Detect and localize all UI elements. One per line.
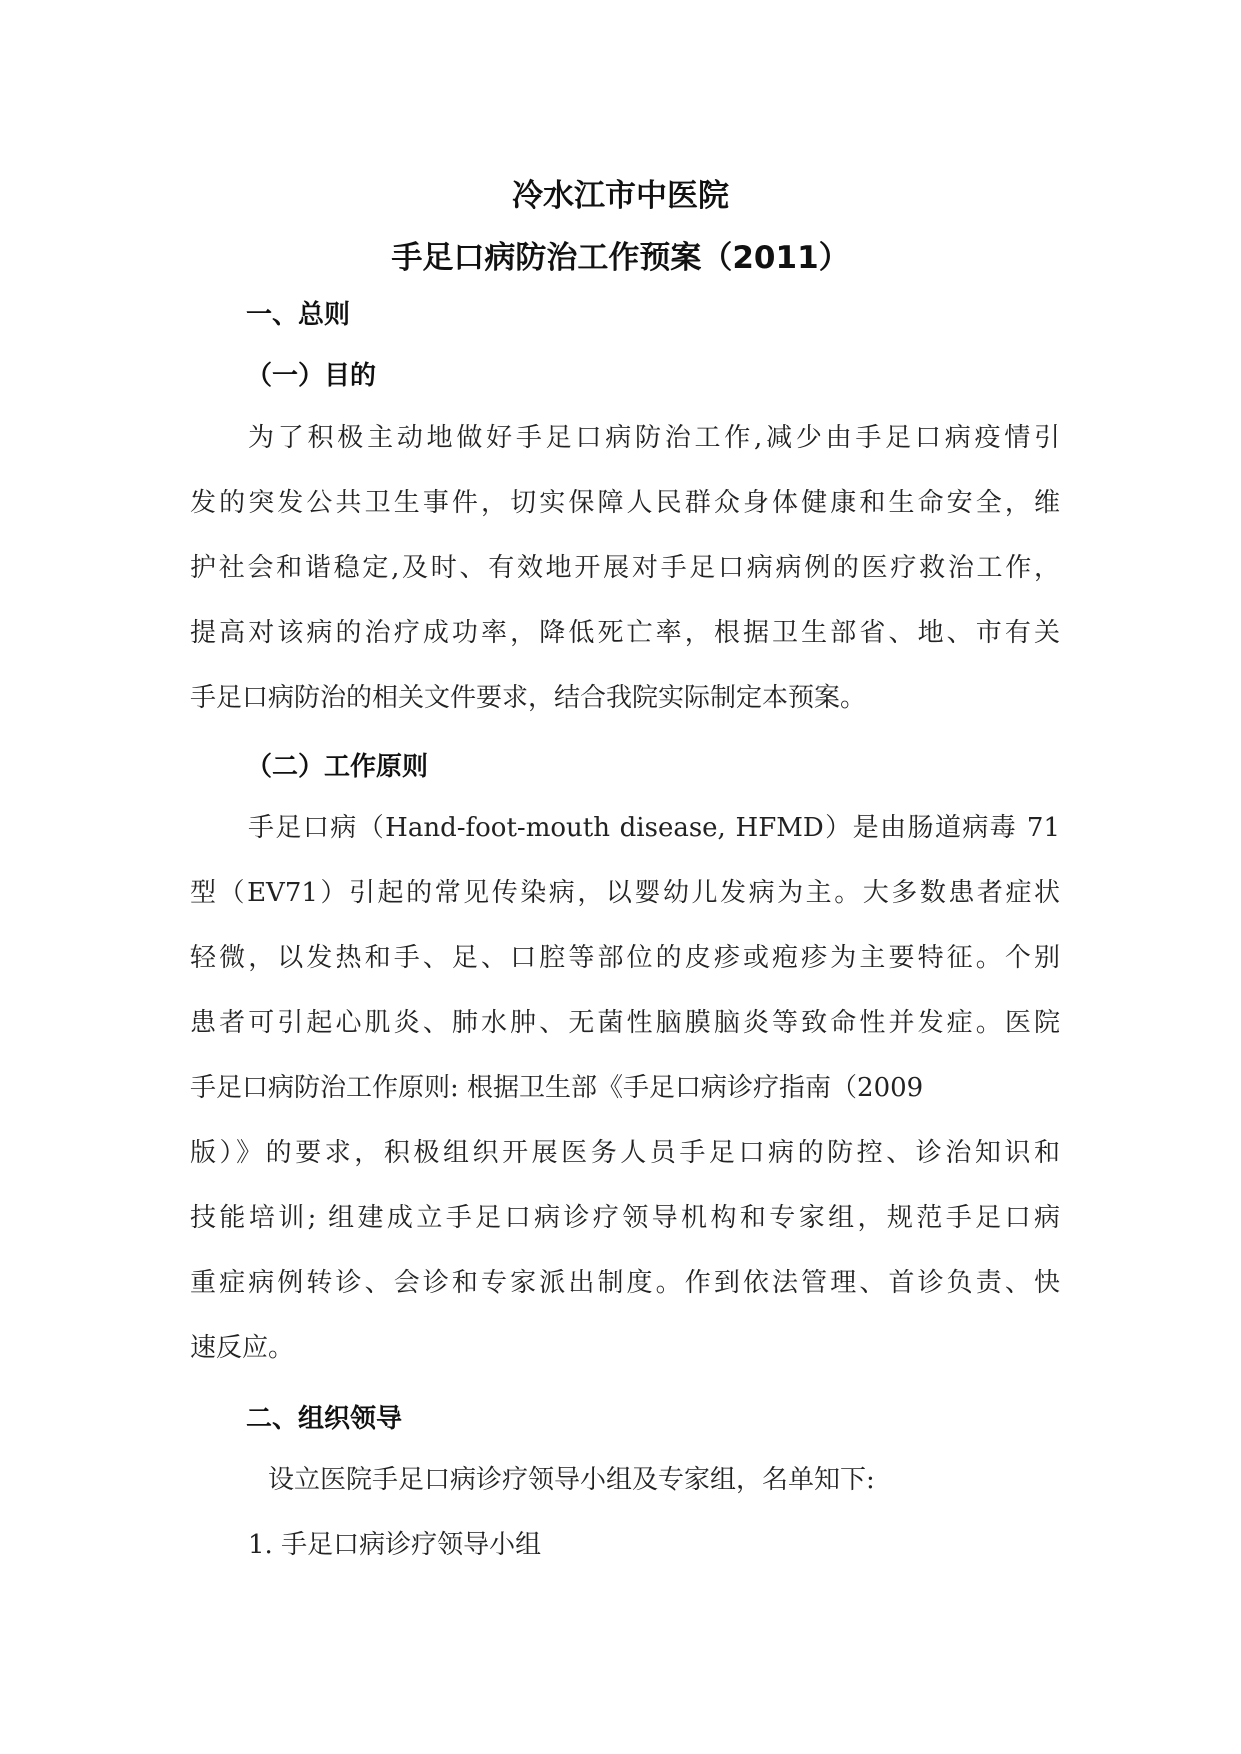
section-1-heading: 一、总则 xyxy=(246,300,351,330)
organization-intro: 设立医院手足口病诊疗领导小组及专家组，名单知下: xyxy=(268,1465,875,1495)
org-name: 冷水江市中医院 xyxy=(512,178,729,214)
paragraph-line: 为了积极主动地做好手足口病防治工作,减少由手足口病疫情引 xyxy=(248,423,1060,453)
paragraph-line: 型（EV71）引起的常见传染病，以婴幼儿发病为主。大多数患者症状 xyxy=(190,878,1060,908)
paragraph-line: 重症病例转诊、会诊和专家派出制度。作到依法管理、首诊负责、快 xyxy=(190,1268,1060,1298)
list-item-leadership-group: 1. 手足口病诊疗领导小组 xyxy=(248,1530,542,1560)
paragraph-line: 速反应。 xyxy=(190,1333,295,1363)
document-title: 手足口病防治工作预案（2011） xyxy=(391,240,850,276)
paragraph-line: 版）》的要求，积极组织开展医务人员手足口病的防控、诊治知识和 xyxy=(190,1138,1060,1168)
section-2-heading: 二、组织领导 xyxy=(246,1404,403,1434)
paragraph-line: 轻微，以发热和手、足、口腔等部位的皮疹或疱疹为主要特征。个别 xyxy=(190,943,1060,973)
paragraph-line: 手足口病防治工作原则: 根据卫生部《手足口病诊疗指南（2009 xyxy=(190,1073,924,1103)
paragraph-line: 手足口病防治的相关文件要求，结合我院实际制定本预案。 xyxy=(190,683,867,713)
paragraph-line: 患者可引起心肌炎、肺水肿、无菌性脑膜脑炎等致命性并发症。医院 xyxy=(190,1008,1060,1038)
paragraph-line: 发的突发公共卫生事件，切实保障人民群众身体健康和生命安全，维 xyxy=(190,488,1060,518)
section-1-2-heading: （二）工作原则 xyxy=(246,752,429,782)
paragraph-line: 护社会和谐稳定,及时、有效地开展对手足口病病例的医疗救治工作， xyxy=(190,553,1060,583)
paragraph-line: 手足口病（Hand-foot-mouth disease, HFMD）是由肠道病毒 71 xyxy=(248,813,1060,843)
paragraph-line: 技能培训; 组建成立手足口病诊疗领导机构和专家组，规范手足口病 xyxy=(190,1203,1060,1233)
section-1-1-heading: （一）目的 xyxy=(246,361,377,391)
paragraph-line: 提高对该病的治疗成功率，降低死亡率，根据卫生部省、地、市有关 xyxy=(190,618,1060,648)
